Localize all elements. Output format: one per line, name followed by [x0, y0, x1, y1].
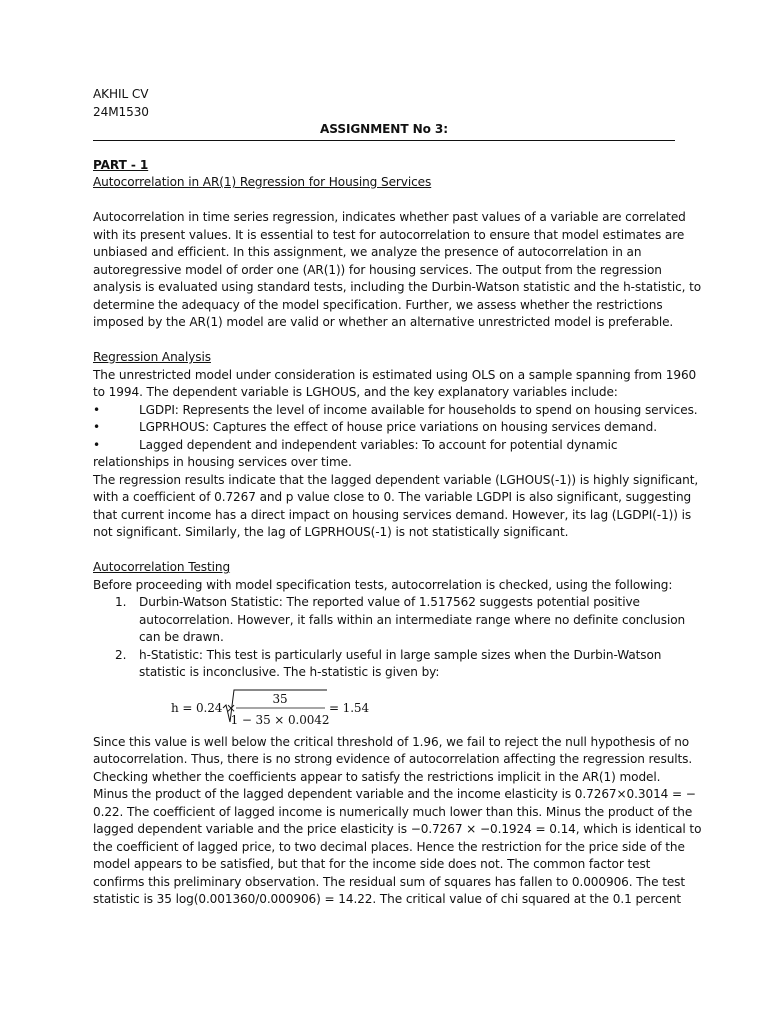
intro-line: unbiased and efficient. In this assignment, we analyze the presence of autocorrelation in an [93, 245, 642, 259]
title-divider [93, 140, 675, 141]
conclusion-line: Checking whether the coefficients appear to satisfy the restrictions implicit in the AR(1) model. [93, 769, 661, 784]
h-statistic-formula [93, 682, 675, 734]
item-text: statistic is inconclusive. The h-statistic is given by: [139, 665, 440, 679]
bullet-text: Lagged dependent and independent variables: To account for potential dynamic [139, 437, 618, 452]
bullet-text: LGPRHOUS: Captures the effect of house price variations on housing services demand. [139, 420, 657, 434]
bullet-text: LGDPI: Represents the level of income available for households to spend on housing services. [139, 402, 698, 417]
autocorr-heading: Autocorrelation Testing [93, 560, 231, 574]
conclusion-line: model appears to be satisfied, but that for the income side does not. The common factor test [93, 857, 651, 871]
intro-line: with its present values. It is essential to test for autocorrelation to ensure that model estimates are [93, 227, 685, 242]
intro-line: autoregressive model of order one (AR(1)) for housing services. The output from the regression [93, 262, 662, 277]
document-page [93, 86, 702, 909]
item-number: 2. [115, 647, 127, 662]
conclusion-line: Minus the product of the lagged dependent variable and the income elasticity is 0.7267×0.3014 = − [93, 787, 696, 801]
intro-line: analysis is evaluated using standard tests, including the Durbin-Watson statistic and the h-statistic, to [93, 280, 702, 294]
author-name: AKHIL CV [93, 87, 149, 101]
part-label: PART - 1 [93, 157, 149, 172]
student-id: 24M1530 [93, 104, 149, 119]
formula-rhs: = 1.54 [329, 700, 369, 715]
conclusion-line: the coefficient of lagged price, to two decimal places. Hence the restriction for the price side of the [93, 839, 685, 854]
results-line: that current income has a direct impact on housing services demand. However, its lag (LGDPI(-1)) is [93, 507, 692, 522]
formula-lhs: h = 0.24 × [171, 700, 237, 715]
item-text: Durbin-Watson Statistic: The reported value of 1.517562 suggests potential positive [139, 595, 640, 609]
conclusion-line: 0.22. The coefficient of lagged income is numerically much lower than this. Minus the product of the [93, 804, 693, 819]
bullet-item [93, 419, 675, 437]
item-text: autocorrelation. However, it falls within an intermediate range where no definite conclusion [139, 612, 686, 627]
item-number: 1. [115, 595, 127, 609]
formula-image [163, 682, 403, 734]
part-subtitle: Autocorrelation in AR(1) Regression for Housing Services [93, 175, 432, 189]
conclusion-line: lagged dependent variable and the price elasticity is −0.7267 × −0.1924 = 0.14, which is identical to [93, 822, 702, 836]
bullet-icon: • [93, 437, 101, 452]
intro-line: determine the adequacy of the model specification. Further, we assess whether the restrictions [93, 297, 663, 312]
conclusion-line: confirms this preliminary observation. The residual sum of squares has fallen to 0.000906. The test [93, 874, 686, 889]
conclusion-line: statistic is 35 log(0.001360/0.000906) = 14.22. The critical value of chi squared at the 0.1 percent [93, 892, 682, 906]
formula-denominator: 1 − 35 × 0.0042 [230, 712, 330, 727]
autocorr-intro: Before proceeding with model specification tests, autocorrelation is checked, using the following: [93, 577, 673, 592]
item-text: can be drawn. [139, 630, 224, 644]
numbered-item [93, 594, 686, 647]
intro-line: Autocorrelation in time series regression, indicates whether past values of a variable are correlated [93, 210, 686, 224]
assignment-title: ASSIGNMENT No 3: [320, 122, 448, 136]
bullet-icon: • [93, 402, 101, 417]
intro-line: imposed by the AR(1) model are valid or whether an alternative unrestricted model is preferable. [93, 315, 674, 329]
conclusion-line: autocorrelation. Thus, there is no strong evidence of autocorrelation affecting the regression results. [93, 752, 693, 766]
results-line: The regression results indicate that the lagged dependent variable (LGHOUS(-1)) is highly significant, [93, 472, 699, 487]
results-line: not significant. Similarly, the lag of LGPRHOUS(-1) is not statistically significant. [93, 525, 569, 539]
intro-paragraph [93, 209, 702, 332]
bullet-item [93, 402, 698, 420]
conclusion-paragraph [93, 734, 702, 909]
regression-heading: Regression Analysis [93, 350, 211, 364]
regression-line: The unrestricted model under consideration is estimated using OLS on a sample spanning from 1960 [93, 367, 697, 382]
bullet-item [93, 437, 675, 455]
bullet-icon: • [93, 420, 101, 434]
numbered-item [93, 647, 675, 682]
formula-numerator: 35 [272, 691, 288, 706]
results-line: with a coefficient of 0.7267 and p value close to 0. The variable LGDPI is also significant, suggesting [93, 490, 692, 504]
conclusion-line: Since this value is well below the critical threshold of 1.96, we fail to reject the null hypothesis of no [93, 734, 690, 749]
regression-line: to 1994. The dependent variable is LGHOUS, and the key explanatory variables include: [93, 385, 618, 399]
item-text: h-Statistic: This test is particularly useful in large sample sizes when the Durbin-Watson [139, 647, 662, 662]
bullet-continuation: relationships in housing services over time. [93, 455, 352, 469]
